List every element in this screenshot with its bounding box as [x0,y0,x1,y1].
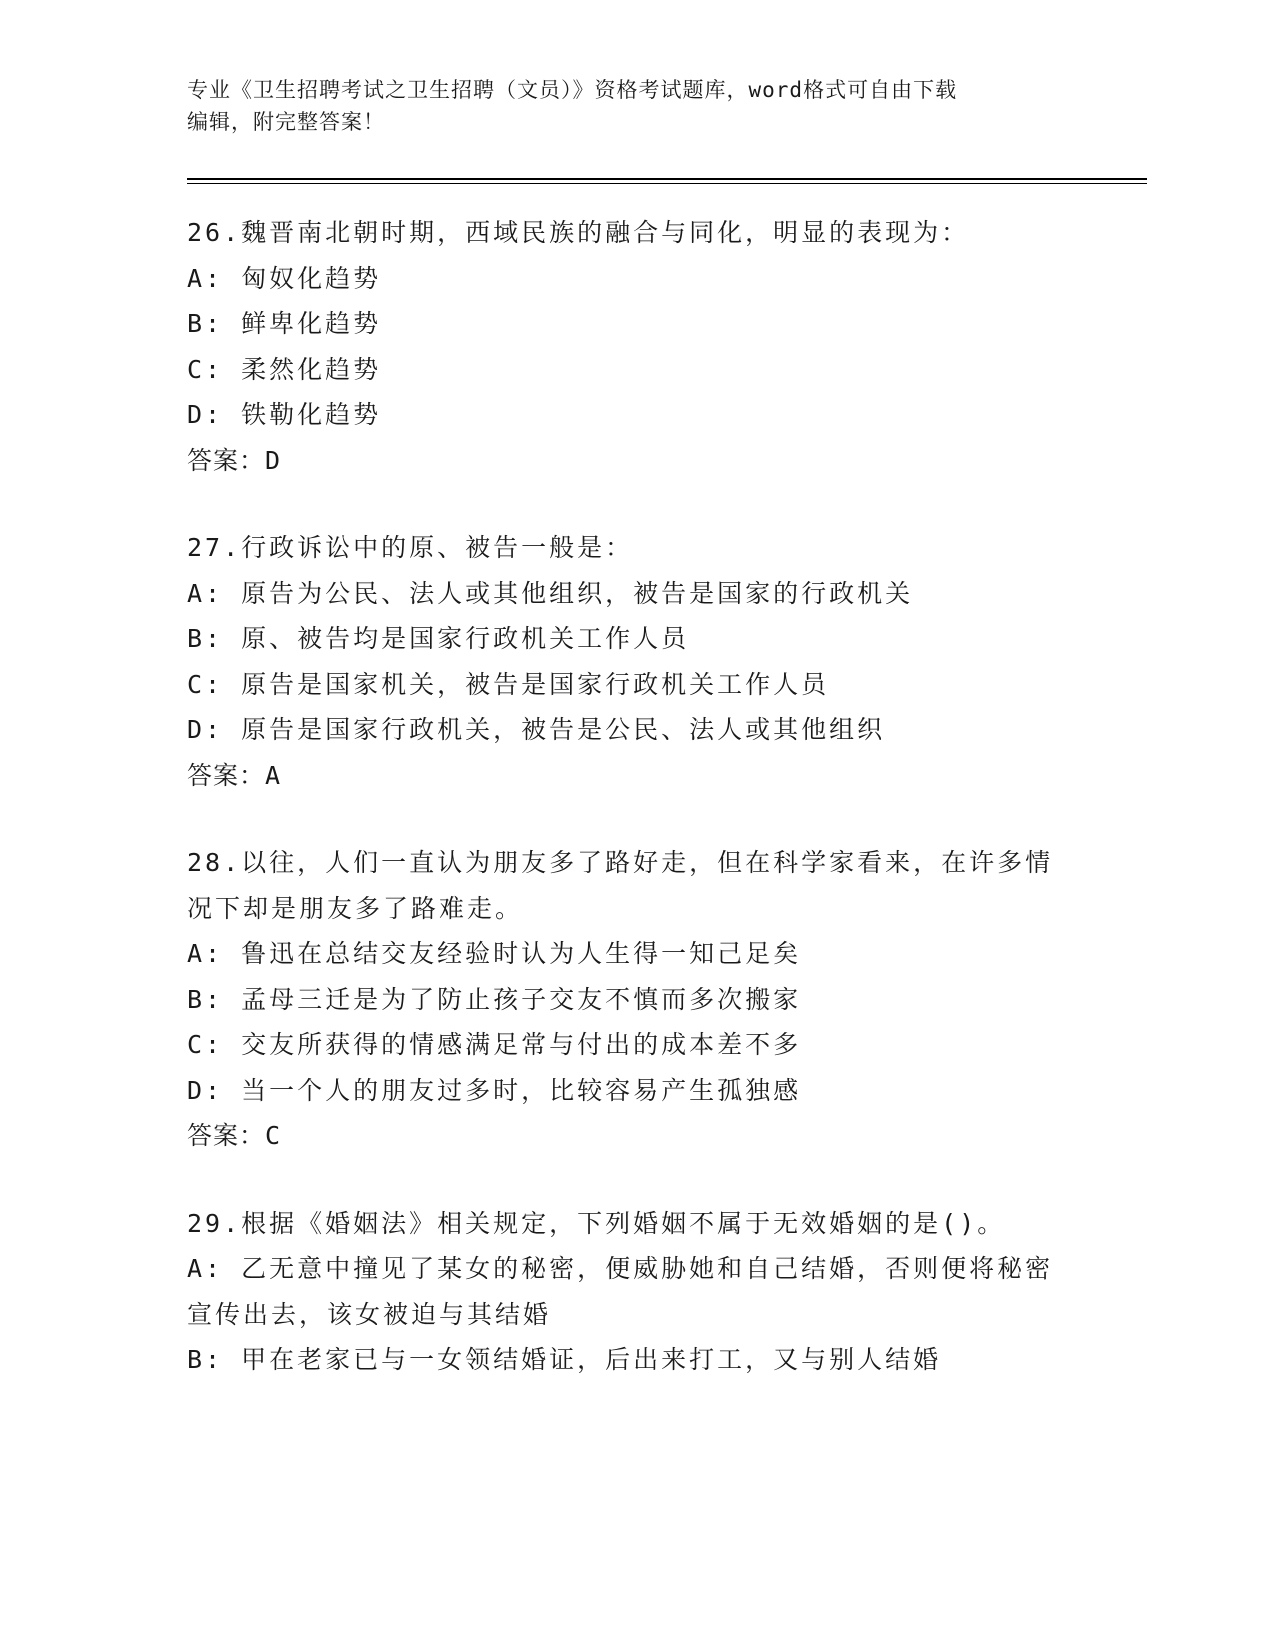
option-d: D: 当一个人的朋友过多时，比较容易产生孤独感 [187,1075,802,1105]
question-27 [187,525,1087,798]
option-b: B: 原、被告均是国家行政机关工作人员 [187,624,690,653]
option-a: A: 鲁迅在总结交友经验时认为人生得一知己足矣 [187,939,802,968]
question-28 [187,840,1087,1159]
answer [187,1113,1087,1159]
question-stem-line-2: 况下却是朋友多了路难走。 [187,893,524,923]
question-stem: 26.魏晋南北朝时期，西域民族的融合与同化，明显的表现为： [187,218,970,247]
option-c: C: 原告是国家机关，被告是国家行政机关工作人员 [187,669,830,699]
document-header [187,74,1067,138]
answer-value: D [265,445,282,475]
option-d: D: 铁勒化趋势 [187,400,382,429]
header-line-2: 编辑，附完整答案！ [187,110,385,134]
question-stem: 29.根据《婚姻法》相关规定，下列婚姻不属于无效婚姻的是()。 [187,1208,1006,1238]
option-d: D: 原告是国家行政机关，被告是公民、法人或其他组织 [187,715,886,744]
question-29 [187,1201,1087,1383]
header-line-1: 专业《卫生招聘考试之卫生招聘（文员）》资格考试题库，word格式可自由下载 [187,78,958,102]
answer-label: 答案： [187,445,266,475]
option-b: B: 甲在老家已与一女领结婚证，后出来打工，又与别人结婚 [187,1345,942,1374]
question-26 [187,210,1087,483]
option-a: A: 匈奴化趋势 [187,263,382,293]
answer-label: 答案： [187,760,266,790]
option-a-line-2: 宣传出去，该女被迫与其结婚 [187,1299,552,1329]
header-divider-thick [187,178,1147,180]
answer-value: A [265,760,282,790]
question-stem-line-1: 28.以往，人们一直认为朋友多了路好走，但在科学家看来，在许多情 [187,848,1054,877]
answer-label: 答案： [187,1121,266,1150]
option-a-line-1: A: 乙无意中撞见了某女的秘密，便威胁她和自己结婚，否则便将秘密 [187,1254,1054,1283]
option-c: C: 柔然化趋势 [187,354,382,384]
option-b: B: 孟母三迁是为了防止孩子交友不慎而多次搬家 [187,984,802,1014]
option-c: C: 交友所获得的情感满足常与付出的成本差不多 [187,1030,802,1059]
answer [187,753,1087,799]
option-b: B: 鲜卑化趋势 [187,309,382,338]
header-divider-thin [187,183,1147,184]
option-a: A: 原告为公民、法人或其他组织，被告是国家的行政机关 [187,578,914,608]
answer [187,438,1087,484]
question-list [187,210,1087,1425]
answer-value: C [265,1121,282,1150]
question-stem: 27.行政诉讼中的原、被告一般是： [187,533,634,562]
